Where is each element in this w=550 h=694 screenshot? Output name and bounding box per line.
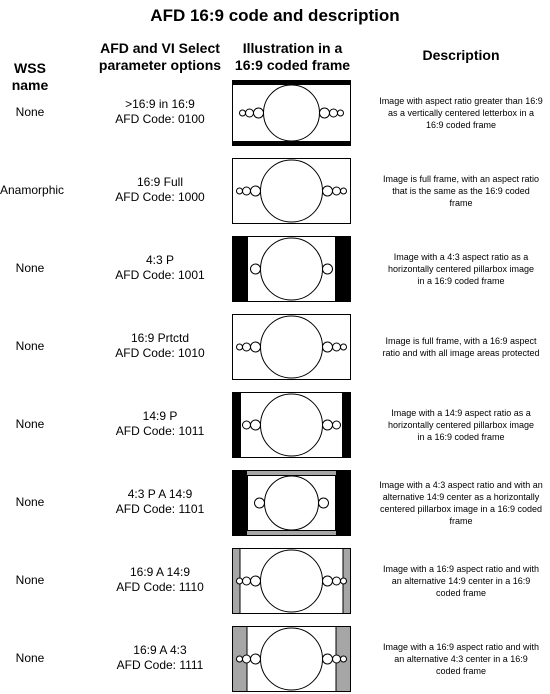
side-circle-left <box>251 264 261 274</box>
frame-illustration <box>232 626 351 692</box>
description-line: an alternative 4:3 center in a 16:9 <box>394 654 528 664</box>
description-line: horizontally centered pillarbox image <box>387 420 535 430</box>
description-line: coded frame <box>435 588 487 598</box>
afd-parameter: 16:9 A 14:9 <box>129 565 191 579</box>
afd-option <box>95 643 225 673</box>
description-line: Image with a 4:3 aspect ratio and with an <box>379 480 543 490</box>
description-line: ratio and with all image areas protected <box>382 348 540 358</box>
side-circle-left <box>243 577 251 585</box>
side-circle-right <box>323 576 333 586</box>
afd-option <box>95 409 225 439</box>
table-row <box>0 236 550 302</box>
frame-illustration <box>232 158 351 224</box>
side-circle-right <box>323 264 333 274</box>
afd-code: AFD Code: 1010 <box>115 346 205 360</box>
afd-code: AFD Code: 1111 <box>116 658 204 672</box>
wss-name: None <box>15 261 45 275</box>
table-row <box>0 626 550 692</box>
central-circle <box>265 476 319 530</box>
central-circle <box>261 238 323 300</box>
afd-option <box>95 565 225 595</box>
afd-code: AFD Code: 1101 <box>115 502 205 516</box>
afd-parameter: 4:3 P <box>145 253 175 267</box>
description <box>372 251 550 287</box>
description-line: that is the same as the 16:9 coded <box>392 186 530 196</box>
side-circle-left <box>243 421 251 429</box>
side-circle-right <box>341 656 347 662</box>
table-row <box>0 80 550 146</box>
side-circle-right <box>333 655 341 663</box>
description <box>372 479 550 527</box>
central-circle <box>261 628 323 690</box>
description-line: Image with a 14:9 aspect ratio as a <box>391 408 531 418</box>
description-line: coded frame <box>435 666 487 676</box>
pillarbox-bar-left <box>232 470 247 536</box>
side-circle-left <box>237 578 243 584</box>
pillarbox-bar-right <box>343 392 351 458</box>
description-line: alternative 14:9 center as a horizontally <box>382 492 540 502</box>
header-afd-line: parameter options <box>98 57 222 73</box>
header-afd-line: AFD and VI Select <box>100 40 220 56</box>
afd-option <box>95 97 225 127</box>
description-line: horizontally centered pillarbox image <box>387 264 535 274</box>
description-line: frame <box>449 516 473 526</box>
pillarbox-bar-left <box>232 236 247 302</box>
side-circle-right <box>333 187 341 195</box>
afd-parameter: 14:9 P <box>142 409 178 423</box>
description <box>372 407 550 443</box>
side-circle-left <box>243 343 251 351</box>
table-row <box>0 548 550 614</box>
header-wss-label: WSS name <box>11 60 49 93</box>
side-circle-right <box>338 110 344 116</box>
side-circle-left <box>251 420 261 430</box>
side-circle-right <box>319 498 329 508</box>
wss-name: None <box>15 417 45 431</box>
frame-illustration <box>232 470 351 536</box>
afd-option <box>95 487 225 517</box>
afd-code: AFD Code: 1001 <box>115 268 205 282</box>
pillarbox-bar-right <box>336 470 351 536</box>
side-circle-left <box>246 109 254 117</box>
wss-name: None <box>15 339 45 353</box>
afd-code: AFD Code: 0100 <box>115 112 205 126</box>
description <box>372 335 550 359</box>
side-circle-right <box>341 578 347 584</box>
description-line: in a 16:9 coded frame <box>417 432 505 442</box>
side-circle-left <box>237 188 243 194</box>
table-row <box>0 470 550 536</box>
central-circle <box>261 160 323 222</box>
table-row <box>0 392 550 458</box>
page-title: AFD 16:9 code and description <box>150 6 400 25</box>
side-circle-left <box>254 108 264 118</box>
side-circle-right <box>333 343 341 351</box>
description-line: as a vertically centered letterbox in a <box>387 108 535 118</box>
frame-illustration <box>232 236 351 302</box>
side-circle-left <box>237 344 243 350</box>
central-circle <box>261 550 323 612</box>
frame-illustration <box>232 548 351 614</box>
side-circle-right <box>323 186 333 196</box>
description-line: Image with a 16:9 aspect ratio and with <box>382 564 540 574</box>
side-circle-left <box>255 498 265 508</box>
side-circle-right <box>323 342 333 352</box>
header-description <box>372 47 550 64</box>
afd-parameter: 4:3 P A 14:9 <box>127 487 193 501</box>
frame-illustration <box>232 80 351 146</box>
wss-name: None <box>15 105 45 119</box>
side-circle-right <box>323 420 333 430</box>
central-circle <box>264 85 320 141</box>
frame-illustration <box>232 392 351 458</box>
table-row <box>0 158 550 224</box>
description <box>372 641 550 677</box>
afd-code: AFD Code: 1110 <box>116 580 204 594</box>
pillarbox-bar-left <box>232 392 240 458</box>
description-line: Image is full frame, with a 16:9 aspect <box>385 336 537 346</box>
afd-code: AFD Code: 1011 <box>115 424 205 438</box>
header-illustration <box>225 40 360 74</box>
description <box>372 563 550 599</box>
side-circle-right <box>341 188 347 194</box>
side-circle-right <box>333 577 341 585</box>
afd-parameter: >16:9 in 16:9 <box>125 97 195 111</box>
wss-name: None <box>15 573 45 587</box>
side-circle-left <box>243 655 251 663</box>
side-circle-left <box>251 576 261 586</box>
description-line: Image is full frame, with an aspect ratio <box>382 174 540 184</box>
description-line: in a 16:9 coded frame <box>417 276 505 286</box>
wss-name: None <box>15 651 45 665</box>
side-circle-left <box>251 342 261 352</box>
central-circle <box>261 316 323 378</box>
header-illustration-line: 16:9 coded frame <box>234 57 351 73</box>
header-illustration-line: Illustration in a <box>242 40 343 56</box>
side-circle-left <box>243 187 251 195</box>
side-circle-left <box>251 186 261 196</box>
side-circle-right <box>323 654 333 664</box>
afd-code: AFD Code: 1000 <box>115 190 205 204</box>
afd-parameter: 16:9 Prtctd <box>130 331 190 345</box>
description <box>372 173 550 209</box>
side-circle-right <box>341 344 347 350</box>
description-line: Image with a 16:9 aspect ratio and with <box>382 642 540 652</box>
wss-name: None <box>15 495 45 509</box>
central-circle <box>261 394 323 456</box>
wss-name: Anamorphic <box>0 183 65 197</box>
pillarbox-bar-right <box>336 236 351 302</box>
afd-option <box>95 175 225 205</box>
description-line: frame <box>449 198 473 208</box>
description-line: 16:9 coded frame <box>425 120 497 130</box>
side-circle-left <box>240 110 246 116</box>
afd-parameter: 16:9 A 4:3 <box>133 643 187 657</box>
description <box>372 95 550 131</box>
side-circle-left <box>251 654 261 664</box>
description-line: centered pillarbox image in a 16:9 coded <box>379 504 543 514</box>
afd-option <box>95 253 225 283</box>
side-circle-right <box>333 421 341 429</box>
frame-illustration <box>232 314 351 380</box>
table-row <box>0 314 550 380</box>
description-line: an alternative 14:9 center in a 16:9 <box>391 576 531 586</box>
afd-option <box>95 331 225 361</box>
side-circle-right <box>320 108 330 118</box>
description-line: Image with a 4:3 aspect ratio as a <box>393 252 529 262</box>
header-description-label: Description <box>422 47 500 63</box>
description-line: Image with aspect ratio greater than 16:9 <box>379 96 543 106</box>
side-circle-left <box>237 656 243 662</box>
afd-parameter: 16:9 Full <box>136 175 184 189</box>
side-circle-right <box>330 109 338 117</box>
header-afd <box>80 40 240 74</box>
